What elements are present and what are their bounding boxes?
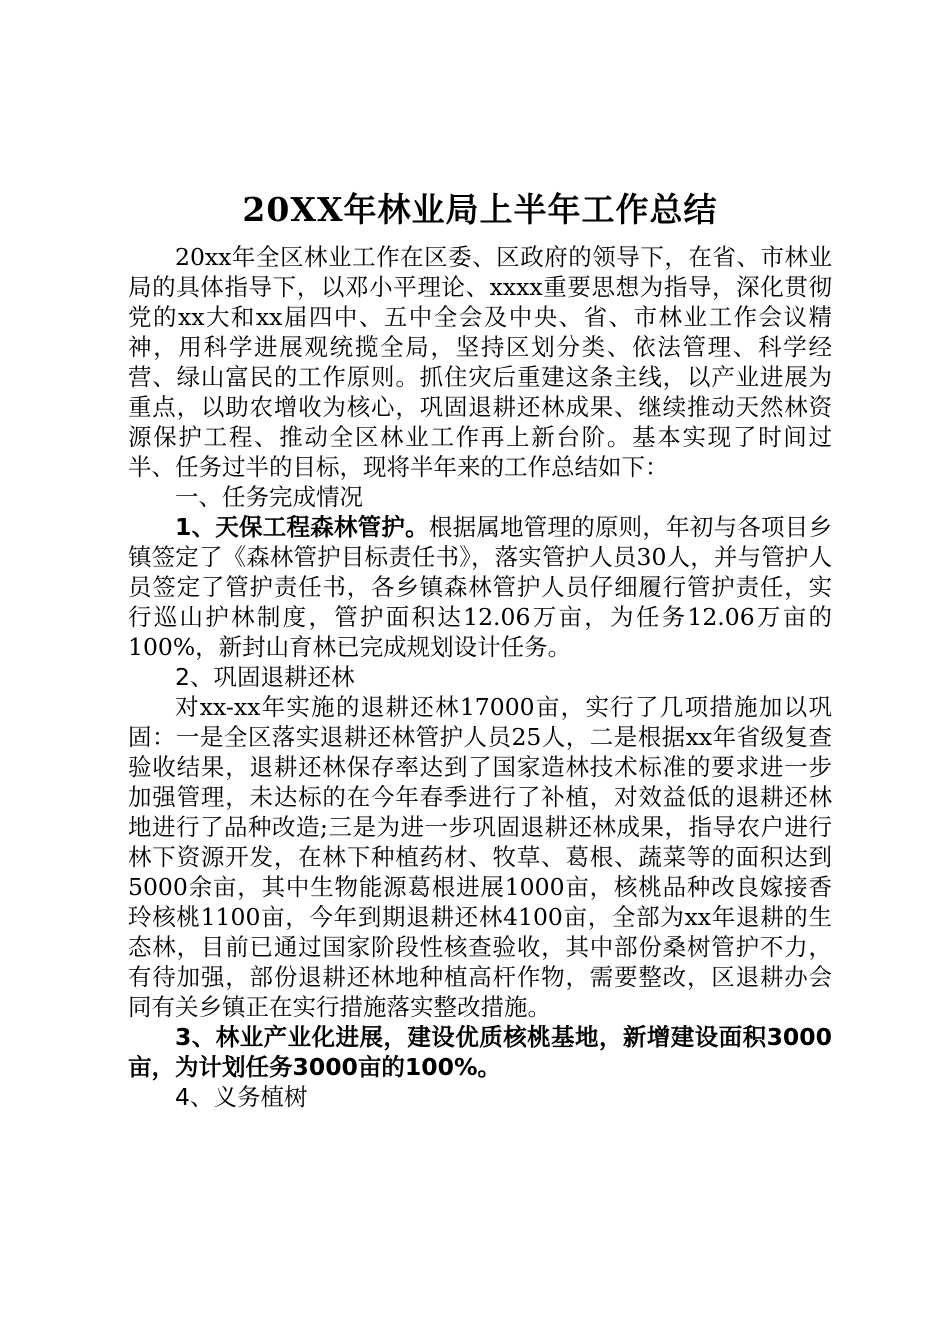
- item-voluntary-planting-heading: 4、义务植树: [175, 1083, 308, 1111]
- document-body: [128, 188, 832, 1112]
- item-forest-protection-paragraph: [128, 512, 832, 662]
- item-forestry-industry-paragraph: 3、林业产业化进展，建设优质核桃基地，新增建设面积3000亩，为计划任务3000亩的100%。: [128, 1023, 832, 1081]
- section-heading-task-completion: 一、任务完成情况: [175, 483, 363, 511]
- item-consolidate-farmland-paragraph: 对xx-xx年实施的退耕还林17000亩，实行了几项措施加以巩固：一是全区落实退耕还林管护人员25人，二是根据xx年省级复查验收结果，退耕还林保存率达到了国家造林技术标准的要求进一步加强管理，未达标的在今年春季进行了补植，对效益低的退耕还林地进行了品种改造;三是为进一步巩固退耕还林成果，指导农户进行林下资源开发，在林下种植药材、牧草、葛根、蔬菜等的面积达到5000余亩，其中生物能源葛根进展1000亩，核桃品种改良嫁接香玲核桃1100亩，今年到期退耕还林4100亩，全部为xx年退耕的生态林，目前已通过国家阶段性核查验收，其中部份桑树管护不力，有待加强，部份退耕还林地种植高杆作物，需要整改，区退耕办会同有关乡镇正在实行措施落实整改措施。: [128, 693, 832, 1021]
- item-forest-protection-text: 根据属地管理的原则，年初与各项目乡镇签定了《森林管护目标责任书》，落实管护人员30人，并与管护人员签定了管护责任书，各乡镇森林管护人员仔细履行管护责任，实行巡山护林制度，管护面积达12.06万亩，为任务12.06万亩的100%，新封山育林已完成规划设计任务。: [128, 513, 832, 661]
- document-title: 20XX年林业局上半年工作总结: [242, 190, 718, 229]
- item-forest-protection-lead: 1、天保工程森林管护。: [175, 513, 429, 541]
- intro-paragraph: 20xx年全区林业工作在区委、区政府的领导下，在省、市林业局的具体指导下，以邓小平理论、xxxx重要思想为指导，深化贯彻党的xx大和xx届四中、五中全会及中央、省、市林业工作会议精神，用科学进展观统揽全局，坚持区划分类、依法管理、科学经营、绿山富民的工作原则。抓住灾后重建这条主线，以产业进展为重点，以助农增收为核心，巩固退耕还林成果、继续推动天然林资源保护工程、推动全区林业工作再上新台阶。基本实现了时间过半、任务过半的目标，现将半年来的工作总结如下：: [128, 243, 832, 481]
- item-consolidate-farmland-heading: 2、巩固退耕还林: [175, 663, 355, 691]
